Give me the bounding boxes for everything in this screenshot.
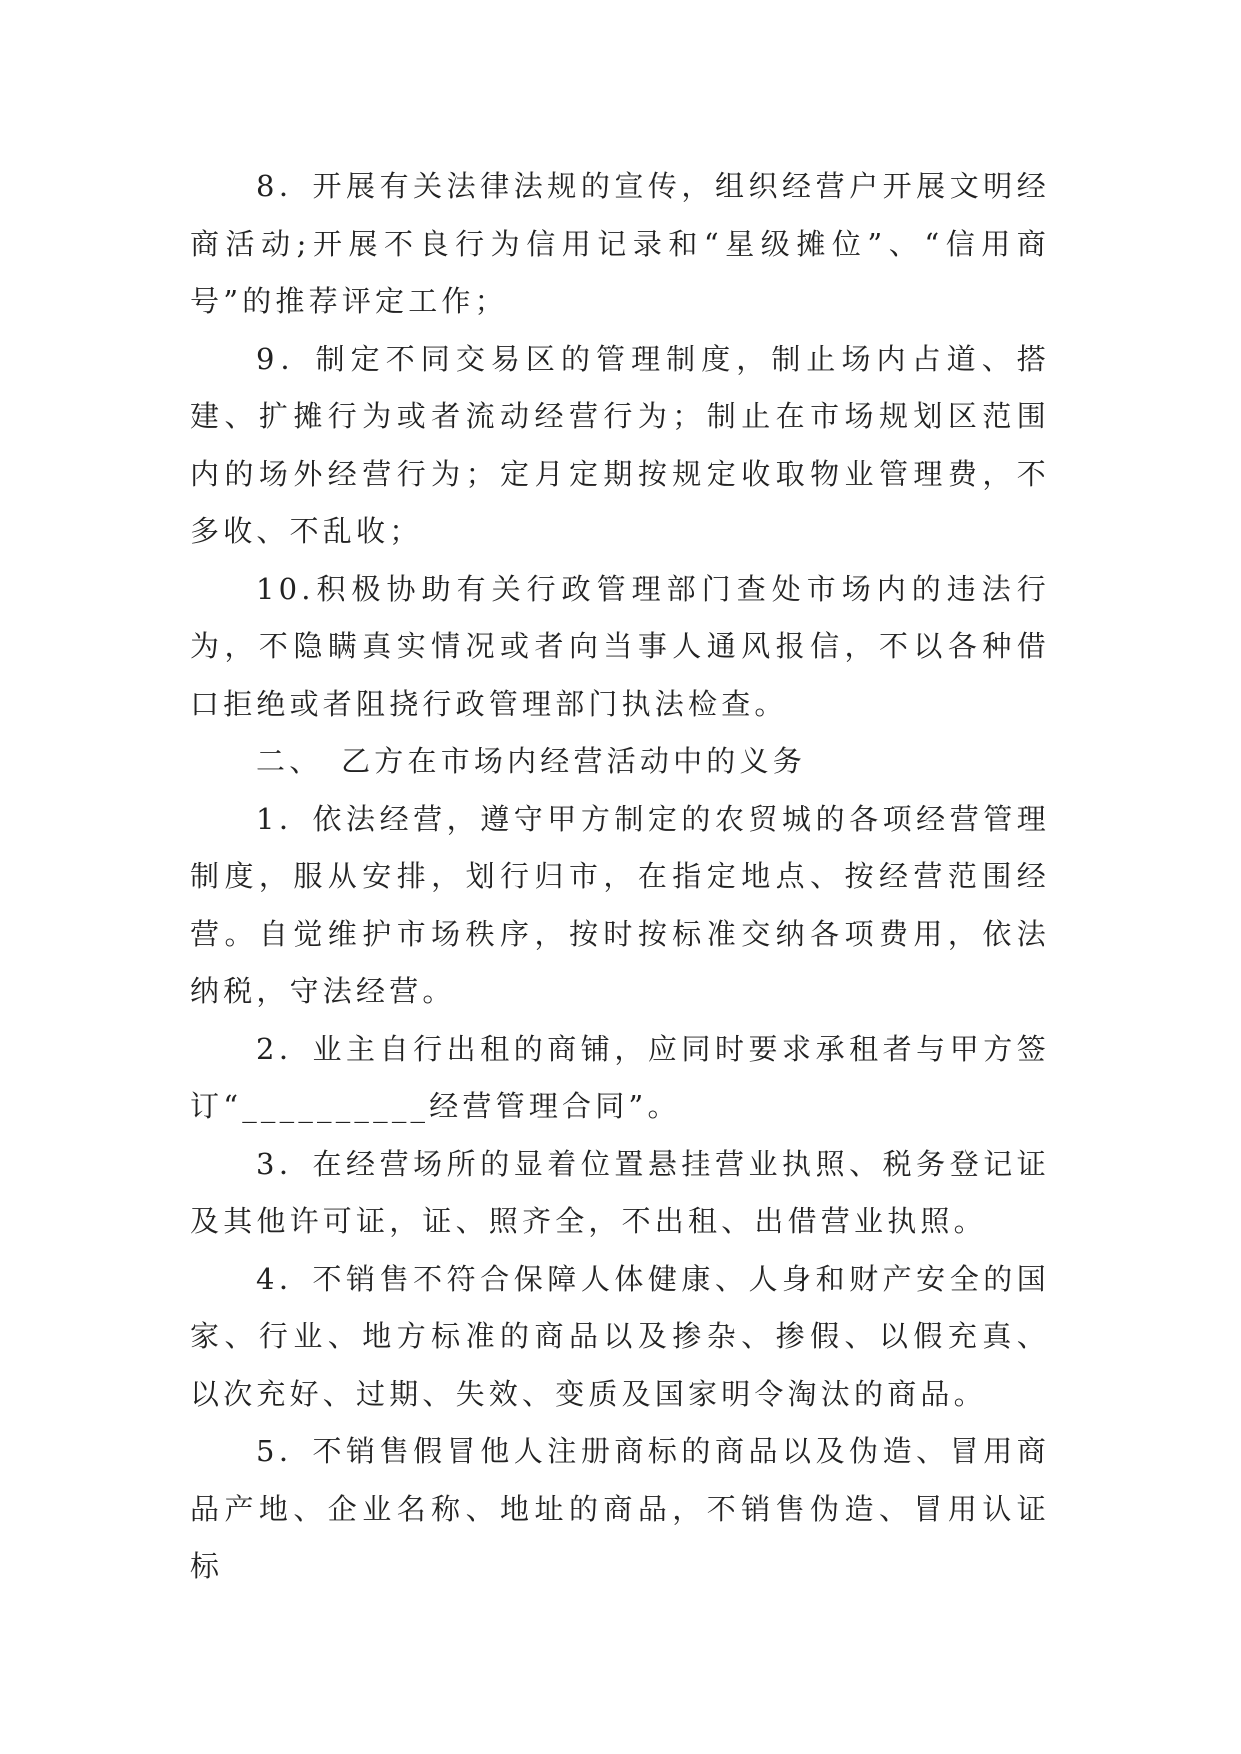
obligation-4-paragraph: 4．不销售不符合保障人体健康、人身和财产安全的国家、行业、地方标准的商品以及掺杂、掺假、以假充真、以次充好、过期、失效、变质及国家明令淘汰的商品。 — [190, 1261, 1050, 1411]
clause-9-paragraph: 9．制定不同交易区的管理制度，制止场内占道、搭建、扩摊行为或者流动经营行为；制止在市场规划区范围内的场外经营行为；定月定期按规定收取物业管理费，不多收、不乱收； — [190, 341, 1050, 548]
obligation-5-paragraph: 5．不销售假冒他人注册商标的商品以及伪造、冒用商品产地、企业名称、地址的商品，不销售伪造、冒用认证标 — [190, 1434, 1050, 1583]
obligation-1-paragraph: 1．依法经营，遵守甲方制定的农贸城的各项经营管理制度，服从安排，划行归市，在指定地点、按经营范围经营。自觉维护市场秩序，按时按标准交纳各项费用，依法纳税，守法经营。 — [190, 801, 1050, 1008]
obligation-3-paragraph: 3．在经营场所的显着位置悬挂营业执照、税务登记证及其他许可证，证、照齐全，不出租、出借营业执照。 — [190, 1146, 1050, 1238]
clause-8-paragraph: 8．开展有关法律法规的宣传，组织经营户开展文明经商活动;开展不良行为信用记录和“星级摊位”、“信用商号”的推荐评定工作； — [190, 169, 1050, 318]
document-body — [190, 158, 1050, 1596]
section-heading: 二、 乙方在市场内经营活动中的义务 — [256, 744, 806, 778]
clause-10-paragraph: 10.积极协助有关行政管理部门查处市场内的违法行为，不隐瞒真实情况或者向当事人通风报信，不以各种借口拒绝或者阻挠行政管理部门执法检查。 — [190, 571, 1050, 721]
obligation-2-paragraph: 2．业主自行出租的商铺，应同时要求承租者与甲方签订“__________经营管理合同”。 — [190, 1031, 1050, 1123]
